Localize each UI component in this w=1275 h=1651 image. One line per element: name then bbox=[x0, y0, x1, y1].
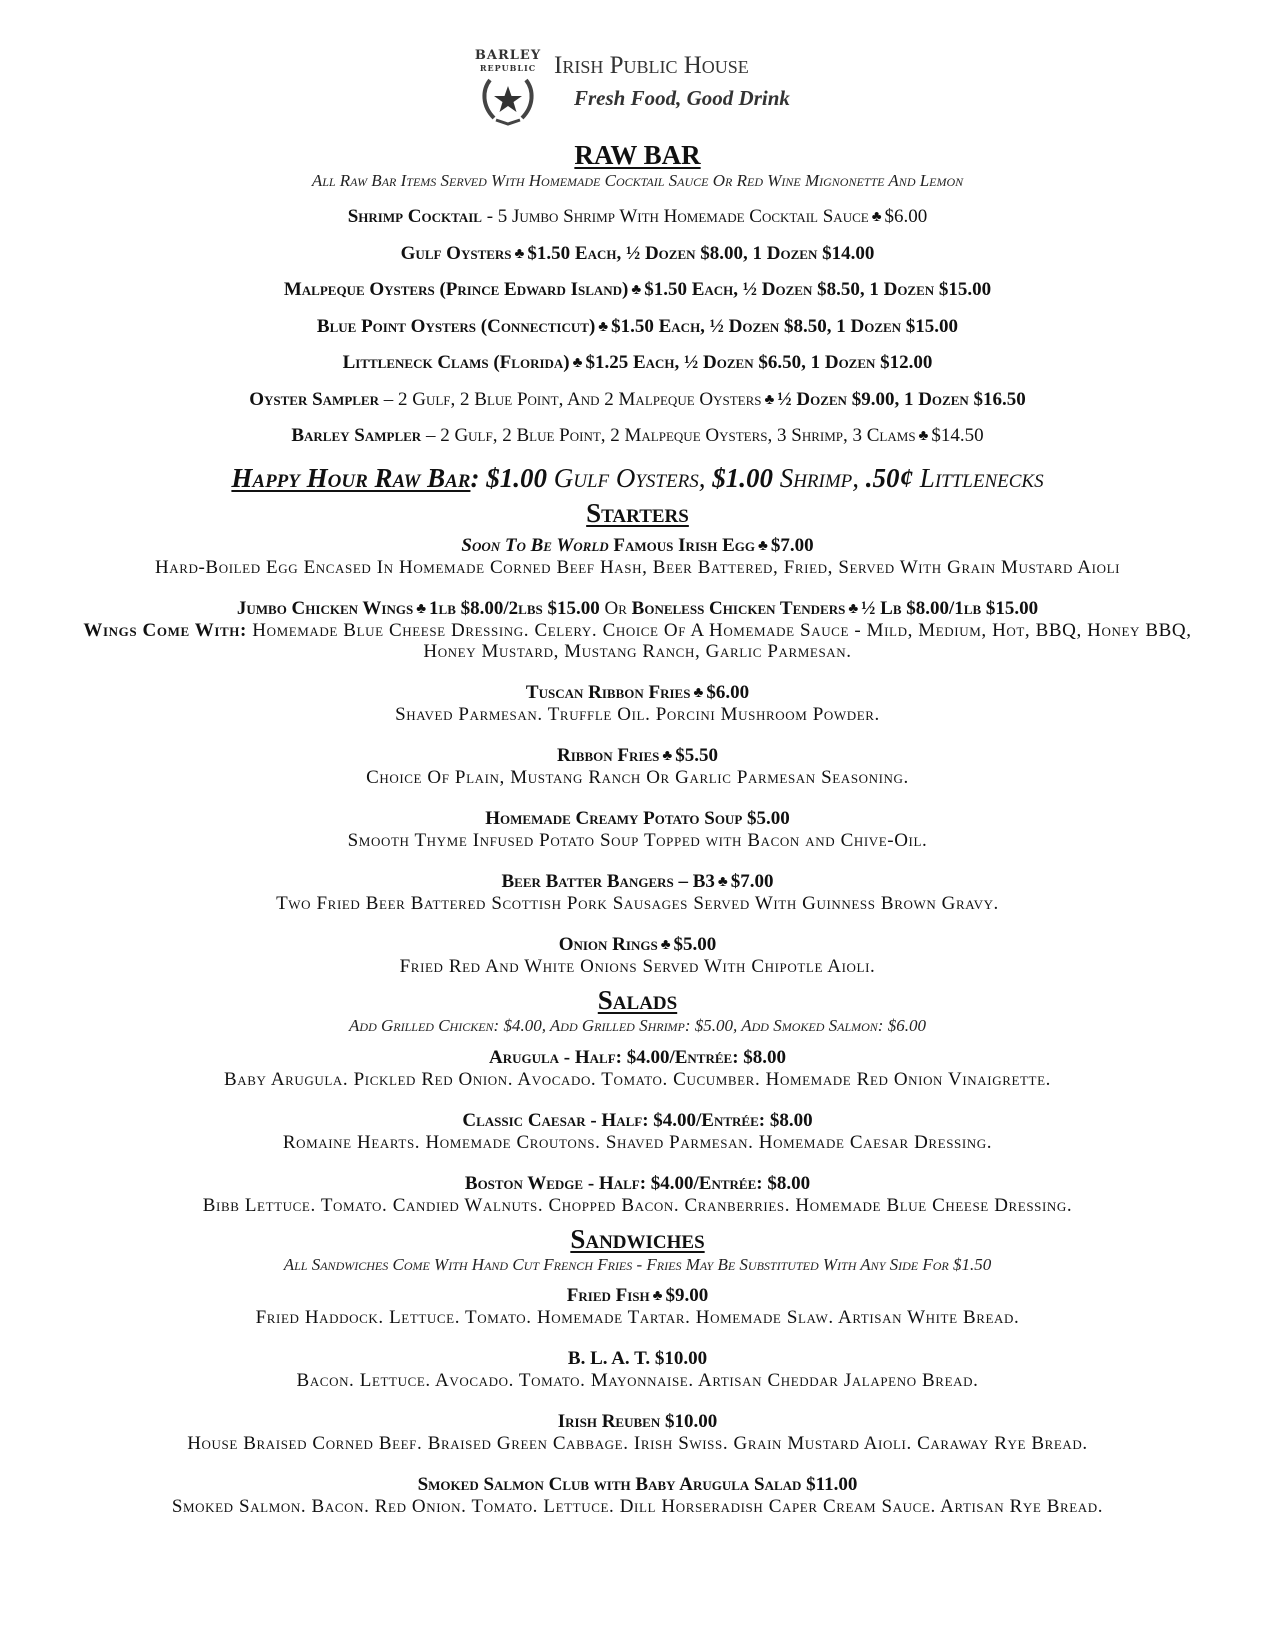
item-price: $7.00 bbox=[770, 535, 814, 557]
menu-content bbox=[0, 140, 1275, 1537]
item-desc: – 2 Gulf, 2 Blue Point, And 2 Malpeque Oysters bbox=[379, 388, 762, 410]
item-price: $1.50 Each, ½ Dozen $8.00, 1 Dozen $14.00 bbox=[527, 242, 875, 264]
item-name: Malpeque Oysters (Prince Edward Island) bbox=[283, 279, 629, 301]
happy-hour-line bbox=[0, 461, 1275, 496]
wings-label: Wings Come With: bbox=[83, 620, 247, 642]
item-title-text: Onion Rings bbox=[558, 934, 658, 956]
item-price: $1.50 Each, ½ Dozen $8.50, 1 Dozen $15.00 bbox=[644, 279, 992, 301]
item-desc: Choice Of Plain, Mustang Ranch Or Garlic Parmesan Seasoning. bbox=[366, 767, 909, 789]
item-desc: House Braised Corned Beef. Braised Green Cabbage. Irish Swiss. Grain Mustard Aioli. Caraway Rye Bread. bbox=[187, 1432, 1088, 1454]
happy-hour-text: Shrimp, bbox=[772, 462, 866, 493]
raw-bar-note: All Raw Bar Items Served With Homemade Cocktail Sauce Or Red Wine Mignonette And Lemon bbox=[311, 171, 964, 191]
item-title-tenders: Boneless Chicken Tenders bbox=[631, 598, 846, 620]
shamrock-icon: ♣ bbox=[660, 937, 671, 954]
item-desc: Baby Arugula. Pickled Red Onion. Avocado. Tomato. Cucumber. Homemade Red Onion Vinaigrette. bbox=[224, 1068, 1051, 1090]
item-price: $5.50 bbox=[675, 745, 718, 767]
item-title-text: Famous Irish Egg bbox=[608, 535, 755, 557]
item-title bbox=[0, 1285, 1275, 1307]
laurel-star-icon bbox=[478, 74, 538, 126]
menu-item-beer-batter-bangers bbox=[0, 871, 1275, 914]
shamrock-icon: ♣ bbox=[717, 874, 728, 891]
salads-section bbox=[0, 985, 1275, 1215]
item-title-italic: Soon To Be World bbox=[461, 535, 609, 557]
item-price: $1.25 Each, ½ Dozen $6.50, 1 Dozen $12.00 bbox=[585, 352, 933, 374]
item-name: Oyster Sampler bbox=[249, 388, 379, 410]
happy-hour-colon: : bbox=[470, 462, 487, 493]
item-desc: - 5 Jumbo Shrimp With Homemade Cocktail Sauce bbox=[481, 206, 869, 228]
item-title bbox=[0, 934, 1275, 956]
item-name: Barley Sampler bbox=[291, 425, 422, 447]
item-price: $5.00 bbox=[673, 934, 717, 956]
salads-note: Add Grilled Chicken: $4.00, Add Grilled Shrimp: $5.00, Add Smoked Salmon: $6.00 bbox=[349, 1016, 926, 1036]
seal-line-2: REPUBLIC bbox=[479, 63, 537, 73]
menu-item-boston-wedge bbox=[0, 1173, 1275, 1216]
raw-line-gulf-oysters bbox=[0, 236, 1275, 273]
shamrock-icon: ♣ bbox=[514, 245, 525, 262]
item-title: Smoked Salmon Club with Baby Arugula Salad $11.00 bbox=[417, 1473, 858, 1495]
menu-item-irish-egg bbox=[0, 535, 1275, 578]
item-title: Homemade Creamy Potato Soup $5.00 bbox=[485, 808, 790, 830]
item-title bbox=[0, 535, 1275, 557]
item-title-text: Tuscan Ribbon Fries bbox=[525, 682, 691, 704]
item-desc: Fried Haddock. Lettuce. Tomato. Homemade Tartar. Homemade Slaw. Artisan White Bread. bbox=[255, 1306, 1020, 1328]
sandwiches-section bbox=[0, 1224, 1275, 1517]
happy-hour-price: $1.00 bbox=[486, 462, 547, 493]
menu-item-classic-caesar bbox=[0, 1110, 1275, 1153]
sandwiches-note: All Sandwiches Come With Hand Cut French Fries - Fries May Be Substituted With Any Side For $1.50 bbox=[283, 1254, 992, 1274]
happy-hour-label: Happy Hour Raw Bar bbox=[231, 462, 471, 493]
item-title-wings: Jumbo Chicken Wings bbox=[236, 598, 414, 620]
menu-item-arugula bbox=[0, 1047, 1275, 1090]
raw-line-shrimp-cocktail bbox=[0, 199, 1275, 236]
menu-item-tuscan-ribbon-fries bbox=[0, 682, 1275, 725]
item-title-text: Ribbon Fries bbox=[557, 745, 660, 767]
item-price: $6.00 bbox=[884, 206, 928, 228]
item-title bbox=[0, 871, 1275, 893]
item-title: Classic Caesar - Half: $4.00/Entrée: $8.00 bbox=[462, 1109, 813, 1131]
item-title: Irish Reuben $10.00 bbox=[557, 1410, 718, 1432]
shamrock-icon: ♣ bbox=[572, 355, 583, 372]
logo-tagline: Fresh Food, Good Drink bbox=[574, 86, 790, 110]
item-desc: – 2 Gulf, 2 Blue Point, 2 Malpeque Oysters, 3 Shrimp, 3 Clams bbox=[421, 425, 916, 447]
item-price: 1lb $8.00/2lbs $15.00 bbox=[429, 598, 600, 620]
shamrock-icon: ♣ bbox=[416, 601, 427, 618]
menu-item-onion-rings bbox=[0, 934, 1275, 977]
salads-heading: Salads bbox=[597, 985, 678, 1016]
raw-bar-section bbox=[0, 140, 1275, 496]
starters-section bbox=[0, 498, 1275, 977]
item-price: ½ Dozen $9.00, 1 Dozen $16.50 bbox=[777, 388, 1026, 410]
menu-item-blat bbox=[0, 1348, 1275, 1391]
menu-item-irish-reuben bbox=[0, 1411, 1275, 1454]
seal-emblem bbox=[472, 46, 544, 128]
item-title-text: Fried Fish bbox=[566, 1284, 650, 1306]
item-title-text: Beer Batter Bangers – B3 bbox=[501, 871, 715, 893]
wings-desc-text: Homemade Blue Cheese Dressing. Celery. Choice Of A Homemade Sauce - Mild, Medium, Hot, BBQ, Honey BBQ, Honey Mustard, Mustang Ranch, Garlic Parmesan. bbox=[246, 620, 1192, 663]
item-desc: Bacon. Lettuce. Avocado. Tomato. Mayonnaise. Artisan Cheddar Jalapeno Bread. bbox=[296, 1369, 979, 1391]
item-desc bbox=[0, 620, 1275, 662]
menu-item-fried-fish bbox=[0, 1285, 1275, 1328]
menu-item-potato-soup bbox=[0, 808, 1275, 851]
shamrock-icon: ♣ bbox=[631, 282, 642, 299]
shamrock-icon: ♣ bbox=[693, 685, 704, 702]
raw-line-oyster-sampler bbox=[0, 382, 1275, 419]
raw-line-malpeque-oysters bbox=[0, 272, 1275, 309]
shamrock-icon: ♣ bbox=[764, 391, 775, 408]
happy-hour-price: $1.00 bbox=[712, 462, 773, 493]
shamrock-icon: ♣ bbox=[662, 748, 673, 765]
item-price: $9.00 bbox=[665, 1284, 709, 1306]
item-desc: Shaved Parmesan. Truffle Oil. Porcini Mushroom Powder. bbox=[395, 704, 880, 726]
item-desc: Fried Red And White Onions Served With Chipotle Aioli. bbox=[399, 956, 876, 978]
shamrock-icon: ♣ bbox=[848, 601, 859, 618]
item-desc: Smoked Salmon. Bacon. Red Onion. Tomato. Lettuce. Dill Horseradish Caper Cream Sauce. Artisan Rye Bread. bbox=[171, 1495, 1104, 1517]
item-desc: Romaine Hearts. Homemade Croutons. Shaved Parmesan. Homemade Caesar Dressing. bbox=[282, 1131, 993, 1153]
happy-hour-text: Gulf Oysters, bbox=[546, 462, 713, 493]
starters-heading: Starters bbox=[586, 498, 689, 529]
item-price: ½ Lb $8.00/1lb $15.00 bbox=[861, 598, 1039, 620]
item-name: Blue Point Oysters (Connecticut) bbox=[316, 315, 596, 337]
item-name: Littleneck Clams (Florida) bbox=[342, 352, 570, 374]
menu-item-wings-tenders bbox=[0, 598, 1275, 662]
sandwiches-heading: Sandwiches bbox=[570, 1223, 705, 1254]
happy-hour-price: .50¢ bbox=[865, 462, 914, 493]
item-desc: Hard-Boiled Egg Encased In Homemade Corned Beef Hash, Beer Battered, Fried, Served With Grain Mustard Aioli bbox=[154, 557, 1121, 579]
item-title bbox=[0, 598, 1275, 620]
item-desc: Smooth Thyme Infused Potato Soup Topped with Bacon and Chive-Oil. bbox=[347, 830, 928, 852]
raw-line-blue-point-oysters bbox=[0, 309, 1275, 346]
shamrock-icon: ♣ bbox=[652, 1287, 663, 1304]
item-title: B. L. A. T. $10.00 bbox=[567, 1347, 708, 1369]
shamrock-icon: ♣ bbox=[598, 318, 609, 335]
shamrock-icon: ♣ bbox=[918, 428, 929, 445]
item-title: Arugula - Half: $4.00/Entrée: $8.00 bbox=[488, 1046, 787, 1068]
item-desc: Two Fried Beer Battered Scottish Pork Sausages Served With Guinness Brown Gravy. bbox=[276, 893, 999, 915]
menu-item-smoked-salmon-club bbox=[0, 1474, 1275, 1517]
raw-line-littleneck-clams bbox=[0, 345, 1275, 382]
menu-item-ribbon-fries bbox=[0, 745, 1275, 788]
shamrock-icon: ♣ bbox=[758, 538, 768, 555]
item-desc: Bibb Lettuce. Tomato. Candied Walnuts. Chopped Bacon. Cranberries. Homemade Blue Cheese Dressing. bbox=[202, 1194, 1073, 1216]
raw-line-barley-sampler bbox=[0, 418, 1275, 455]
item-price: $7.00 bbox=[730, 871, 774, 893]
logo bbox=[472, 46, 802, 128]
item-name: Shrimp Cocktail bbox=[347, 206, 482, 228]
item-title bbox=[0, 745, 1275, 767]
item-title bbox=[0, 682, 1275, 704]
logo-title: Irish Public House bbox=[554, 52, 749, 79]
raw-bar-heading: RAW BAR bbox=[574, 140, 701, 170]
happy-hour-text: Littlenecks bbox=[913, 462, 1044, 493]
item-price: $1.50 Each, ½ Dozen $8.50, 1 Dozen $15.00 bbox=[611, 315, 959, 337]
item-or: Or bbox=[599, 598, 632, 620]
shamrock-icon: ♣ bbox=[871, 209, 882, 226]
seal-line-1: BARLEY bbox=[474, 48, 542, 63]
item-name: Gulf Oysters bbox=[400, 242, 512, 264]
item-price: $14.50 bbox=[931, 425, 984, 447]
item-title: Boston Wedge - Half: $4.00/Entrée: $8.00 bbox=[464, 1172, 811, 1194]
item-price: $6.00 bbox=[706, 682, 750, 704]
